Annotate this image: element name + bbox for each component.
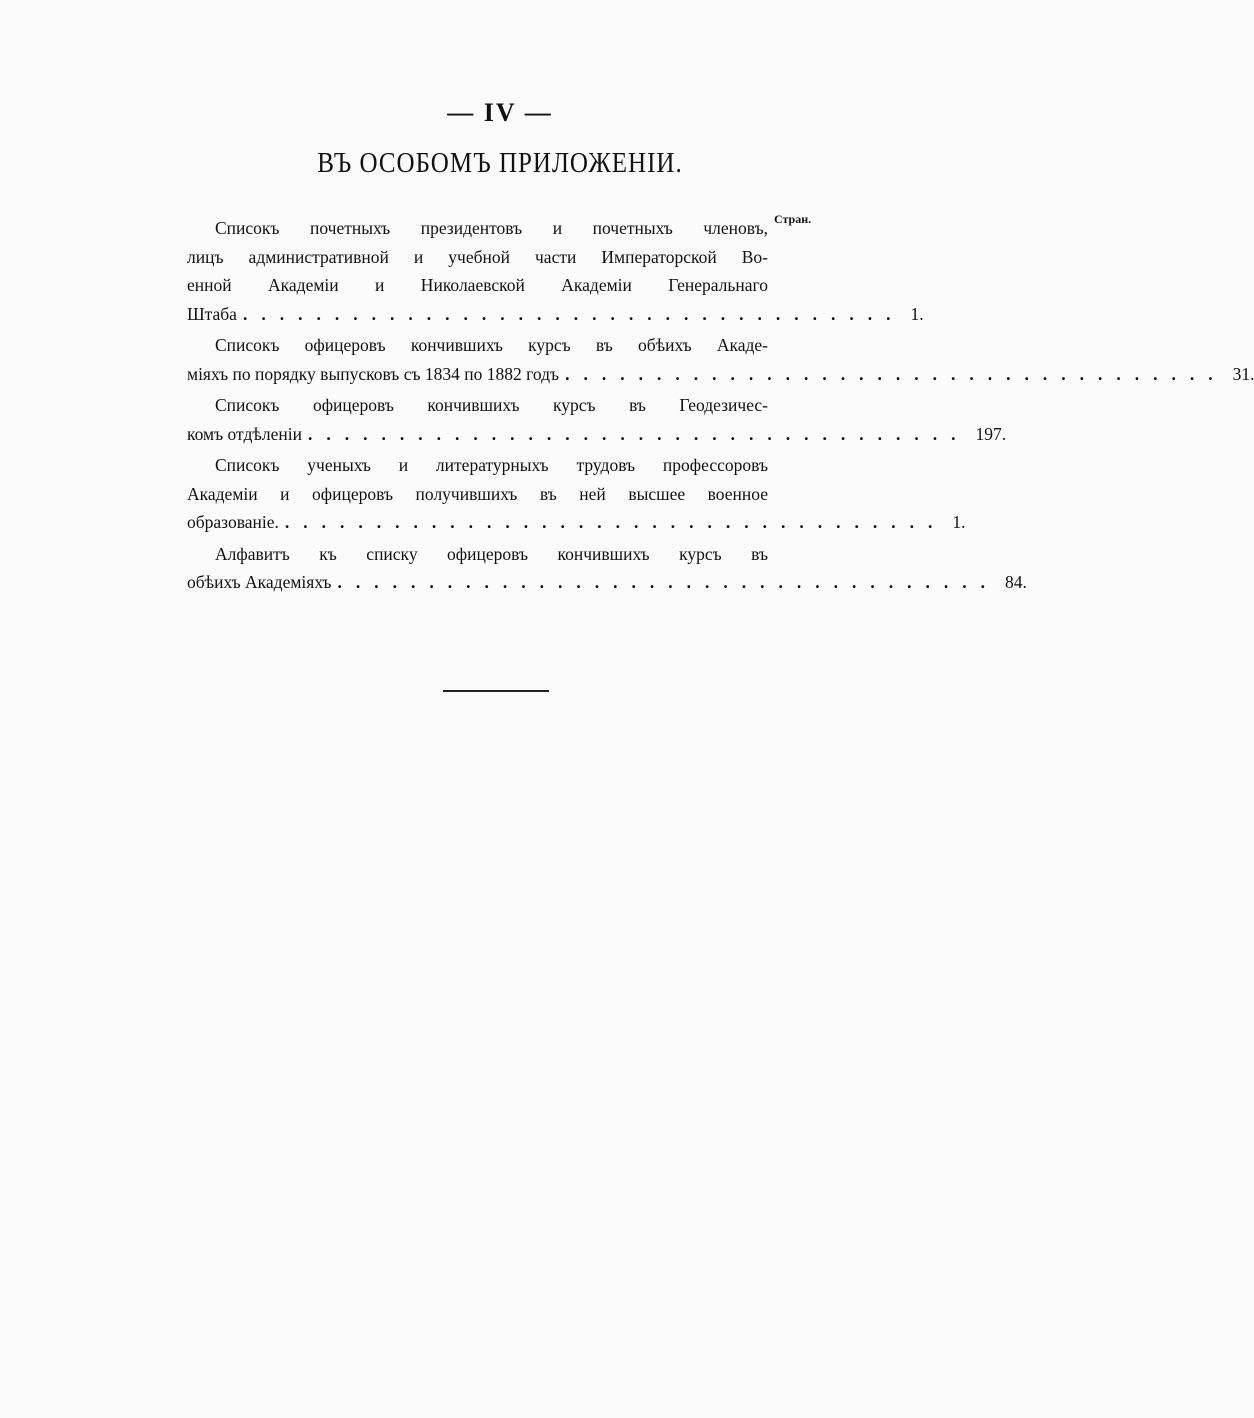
toc-line [187, 568, 1027, 597]
toc-line [187, 451, 819, 480]
toc-entry-text: Списокъ почетныхъ президентовъ и почетныхъ членовъ, [215, 218, 768, 238]
toc-entry [187, 451, 966, 537]
toc-line [187, 271, 819, 300]
toc-line [187, 300, 924, 329]
dot-leader: .................................... [284, 512, 947, 532]
toc-entry-text: Списокъ офицеровъ кончившихъ курсъ въ Геодезичес- [215, 395, 768, 415]
toc-entry [187, 214, 924, 328]
toc-line [187, 214, 819, 243]
page-column-header: Стран. [774, 212, 812, 226]
toc-page-number: 1. [952, 512, 966, 532]
toc-entry-text: Штаба [187, 303, 237, 324]
closing-rule [443, 690, 549, 692]
toc-line [187, 480, 819, 509]
toc-line [187, 360, 1254, 389]
toc-entry-text: Списокъ офицеровъ кончившихъ курсъ въ обѣихъ Акаде- [215, 335, 768, 355]
toc-entry [187, 540, 1027, 597]
dot-leader: .................................... [565, 363, 1227, 384]
toc-line [187, 540, 819, 569]
toc-line [187, 508, 966, 537]
toc-page-number: 31. [1232, 363, 1254, 384]
dot-leader: .................................... [307, 423, 970, 444]
toc-entry-text: Алфавитъ къ списку офицеровъ кончившихъ курсъ въ [215, 543, 768, 564]
toc-entry-text: Академіи и офицеровъ получившихъ въ ней высшее военное [187, 483, 768, 504]
section-title: ВЪ ОСОБОМЪ ПРИЛОЖЕНІИ. [317, 147, 683, 179]
toc-entry [187, 391, 1007, 448]
toc-line [187, 331, 819, 360]
toc-line [187, 243, 819, 272]
toc-page-number: 197. [975, 423, 1007, 444]
dot-leader: .................................... [242, 303, 905, 324]
toc-page-number: 1. [910, 303, 924, 324]
toc-entry-text: міяхъ по порядку выпусковъ съ 1834 по 1882 годъ [187, 363, 560, 384]
toc-entry-text: образованіе. [187, 512, 279, 532]
toc-entry-text: лицъ административной и учебной части Императорской Во- [187, 246, 768, 267]
toc-entry [187, 331, 1254, 388]
toc-page-number: 84. [1004, 572, 1027, 592]
dot-leader: .................................... [337, 572, 999, 592]
toc-entry-text: Списокъ ученыхъ и литературныхъ трудовъ профессоровъ [215, 455, 768, 475]
toc-line [187, 391, 819, 420]
table-of-contents [187, 214, 1254, 600]
page-folio: — IV — [447, 98, 553, 127]
toc-entry-text: комъ отдѣленіи [187, 423, 302, 444]
toc-entry-text: енной Академіи и Николаевской Академіи Генеральнаго [187, 275, 768, 295]
toc-line [187, 420, 1007, 449]
toc-entry-text: обѣихъ Академіяхъ [187, 572, 332, 592]
